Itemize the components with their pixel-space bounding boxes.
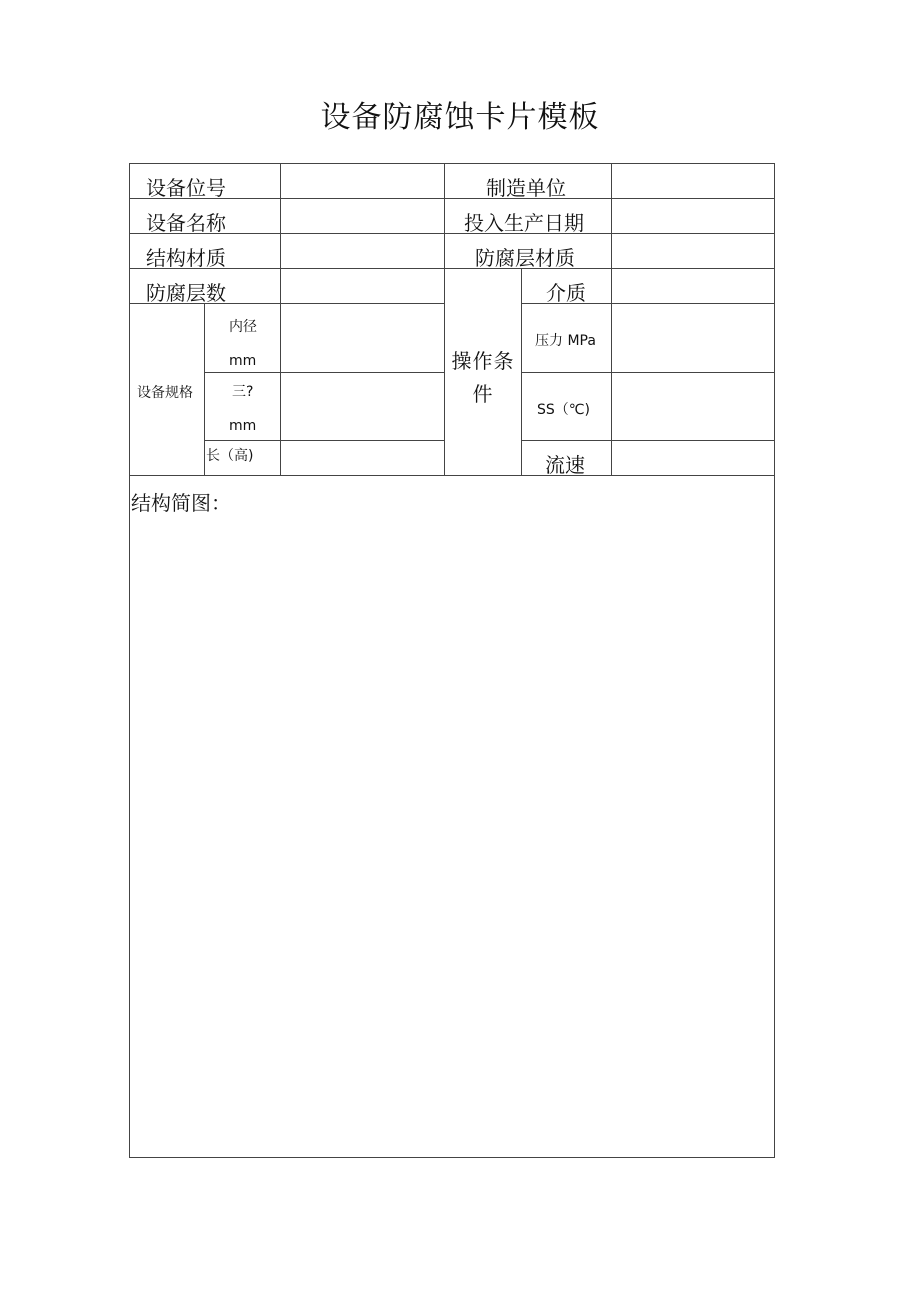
label-thickness-unit: mm <box>229 418 257 434</box>
label-device-name: 设备名称 <box>146 211 226 235</box>
row-divider <box>129 475 775 476</box>
field-coating-material[interactable] <box>615 236 771 266</box>
field-device-name[interactable] <box>284 201 440 231</box>
label-length: 长（高) <box>206 448 254 464</box>
col-divider <box>204 303 205 475</box>
label-production-date: 投入生产日期 <box>464 211 584 235</box>
label-medium: 介质 <box>546 281 586 305</box>
field-manufacturer[interactable] <box>615 166 771 196</box>
label-flow-rate: 流速 <box>545 453 585 477</box>
field-medium[interactable] <box>615 271 771 301</box>
row-divider <box>521 440 775 441</box>
field-device-no[interactable] <box>284 166 440 196</box>
col-divider <box>280 163 281 475</box>
col-divider <box>444 163 445 475</box>
field-coating-layers[interactable] <box>284 271 440 301</box>
field-temperature[interactable] <box>615 375 771 437</box>
label-diagram: 结构简图： <box>131 491 231 515</box>
label-inner-diameter-unit: mm <box>229 353 257 369</box>
row-divider <box>204 372 445 373</box>
row-divider <box>204 440 445 441</box>
label-temperature: SS（℃) <box>537 402 590 418</box>
label-inner-diameter: 内径 <box>229 319 257 335</box>
label-pressure: 压力 MPa <box>535 333 596 349</box>
field-length[interactable] <box>284 443 440 472</box>
label-thickness: 三? <box>232 384 254 400</box>
label-coating-material: 防腐层材质 <box>475 246 575 270</box>
diagram-area[interactable] <box>132 515 772 1155</box>
field-inner-diameter[interactable] <box>284 306 440 369</box>
field-thickness[interactable] <box>284 375 440 437</box>
field-pressure[interactable] <box>615 306 771 369</box>
label-manufacturer: 制造单位 <box>486 176 566 200</box>
page-title: 设备防腐蚀卡片模板 <box>320 100 600 135</box>
label-device-no: 设备位号 <box>146 176 226 200</box>
field-flow-rate[interactable] <box>615 443 771 472</box>
label-spec: 设备规格 <box>137 385 193 401</box>
label-material: 结构材质 <box>146 246 226 270</box>
field-production-date[interactable] <box>615 201 771 231</box>
field-material[interactable] <box>284 236 440 266</box>
col-divider <box>521 268 522 475</box>
col-divider <box>611 163 612 475</box>
row-divider <box>521 372 775 373</box>
label-operating-conditions: 操作条件 <box>451 349 515 406</box>
label-coating-layers: 防腐层数 <box>146 281 226 305</box>
